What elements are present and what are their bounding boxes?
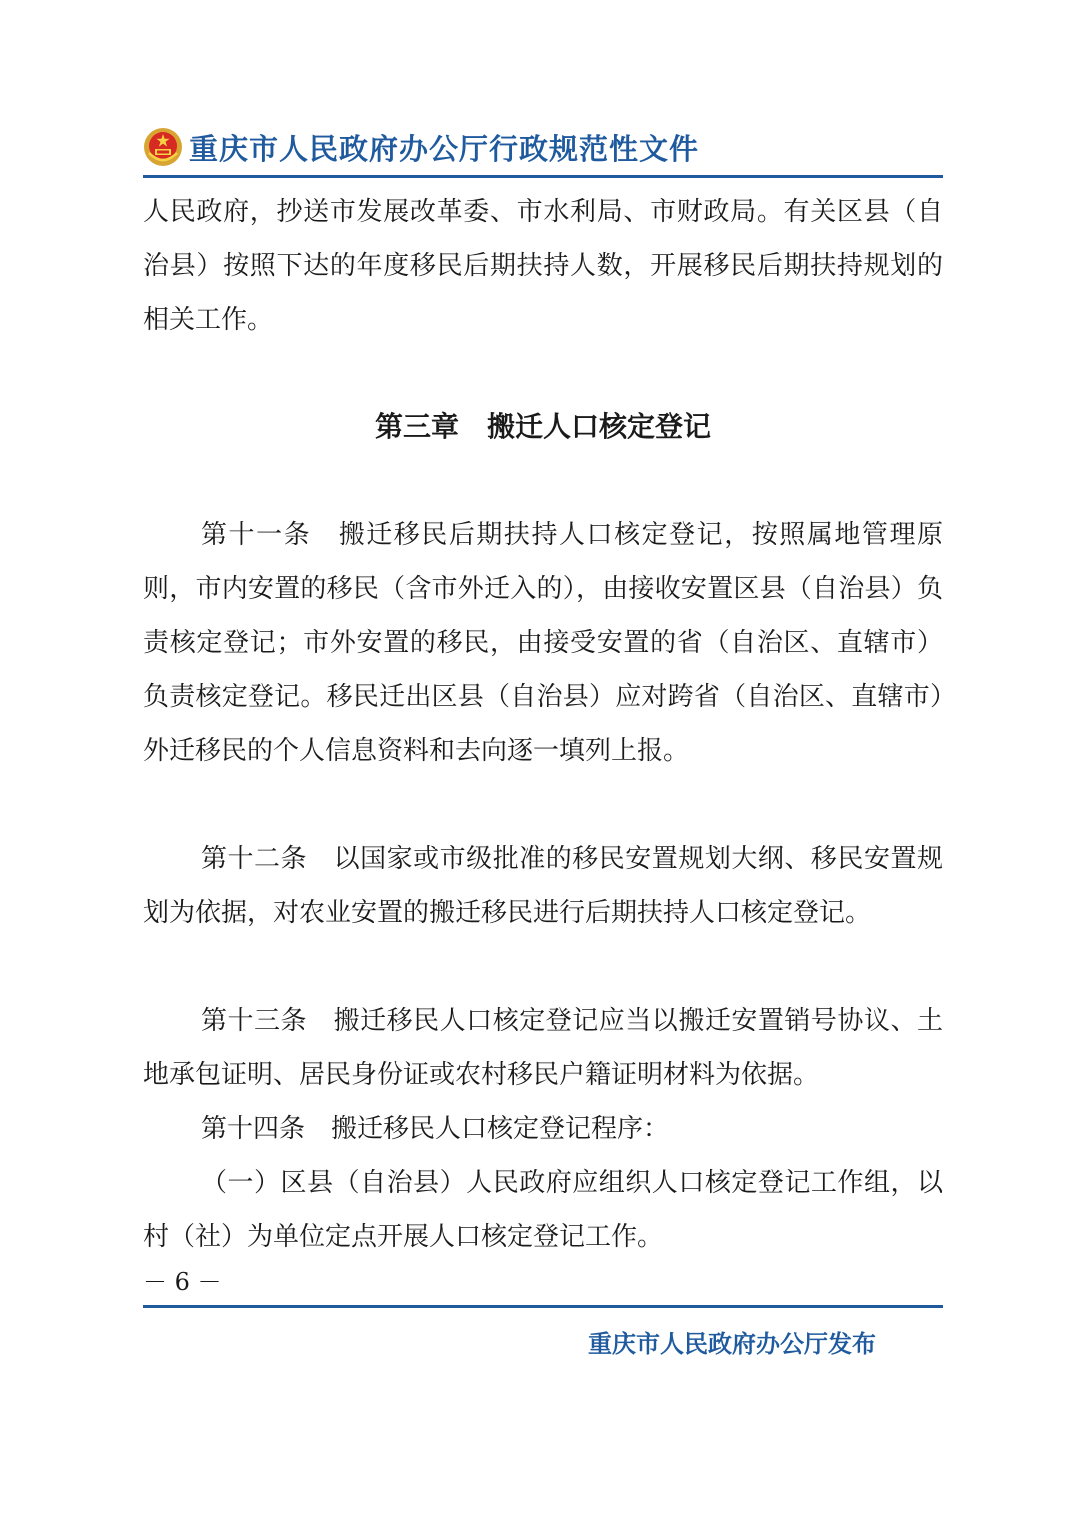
- page-number: － 6 －: [143, 1268, 222, 1296]
- article-14: 第十四条 搬迁移民人口核定登记程序：: [201, 1114, 670, 1144]
- chapter-title: 第三章 搬迁人口核定登记: [374, 410, 711, 443]
- article-12: 第十二条 以国家或市级批准的移民安置规划大纲、移民安置规划为依据，对农业安置的搬迁移民进行后期扶持人口核定登记。: [143, 844, 943, 928]
- paragraph-continuation: 人民政府，抄送市发展改革委、市水利局、市财政局。有关区县（自治县）按照下达的年度移民后期扶持人数，开展移民后期扶持规划的相关工作。: [143, 197, 943, 335]
- article-14-item-1: （一）区县（自治县）人民政府应组织人口核定登记工作组，以村（社）为单位定点开展人口核定登记工作。: [143, 1168, 943, 1252]
- document-header: [143, 122, 943, 172]
- footer-divider: [143, 1305, 943, 1308]
- header-divider: [143, 175, 943, 178]
- footer-publisher: 重庆市人民政府办公厅发布: [588, 1330, 876, 1358]
- article-11: 第十一条 搬迁移民后期扶持人口核定登记，按照属地管理原则，市内安置的移民（含市外迁入的），由接收安置区县（自治县）负责核定登记；市外安置的移民，由接受安置的省（自治区、直辖市）负责核定登记。移民迁出区县（自治县）应对跨省（自治区、直辖市）外迁移民的个人信息资料和去向逐一填列上报。: [143, 520, 943, 766]
- header-title: 重庆市人民政府办公厅行政规范性文件: [189, 131, 700, 166]
- national-emblem-icon: [143, 127, 183, 167]
- article-13: 第十三条 搬迁移民人口核定登记应当以搬迁安置销号协议、土地承包证明、居民身份证或农村移民户籍证明材料为依据。: [143, 1006, 943, 1090]
